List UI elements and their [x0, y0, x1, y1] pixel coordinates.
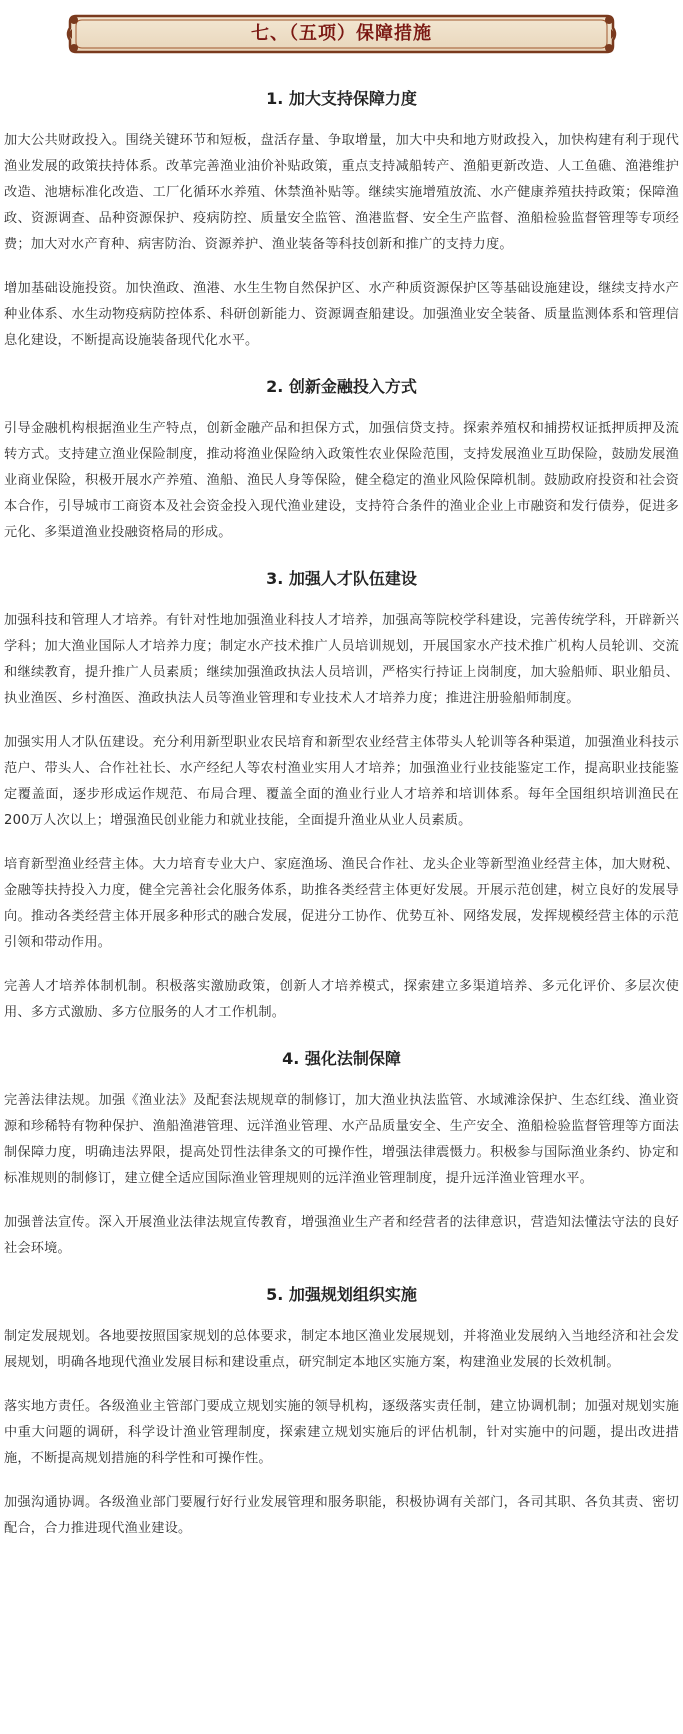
- banner-title: 七、（五项）保障措施: [251, 23, 432, 44]
- section-heading: 5. 加强规划组织实施: [266, 1285, 417, 1304]
- section-law: [4, 1048, 679, 1262]
- paragraph: 培育新型渔业经营主体。大力培育专业大户、家庭渔场、渔民合作社、龙头企业等新型渔业经营主体，加大财税、金融等扶持投入力度，健全完善社会化服务体系，助推各类经营主体更好发展。开展示范创建，树立良好的发展导向。推动各类经营主体开展多种形式的融合发展，促进分工协作、优势互补、网络发展，发挥规模经营主体的示范引领和带动作用。: [4, 857, 679, 950]
- paragraph: 引导金融机构根据渔业生产特点，创新金融产品和担保方式，加强信贷支持。探索养殖权和捕捞权证抵押质押及流转方式。支持建立渔业保险制度，推动将渔业保险纳入政策性农业保险范围，支持发展渔业互助保险，鼓励发展渔业商业保险，积极开展水产养殖、渔船、渔民人身等保险，健全稳定的渔业风险保障机制。鼓励政府投资和社会资本合作，引导城市工商资本及社会资金投入现代渔业建设，支持符合条件的渔业企业上市融资和发行债券，促进多元化、多渠道渔业投融资格局的形成。: [4, 421, 679, 540]
- paragraph: 制定发展规划。各地要按照国家规划的总体要求，制定本地区渔业发展规划，并将渔业发展纳入当地经济和社会发展规划，明确各地现代渔业发展目标和建设重点，研究制定本地区实施方案，构建渔业发展的长效机制。: [4, 1329, 679, 1370]
- section-heading: 2. 创新金融投入方式: [266, 377, 417, 396]
- paragraph: 加强实用人才队伍建设。充分利用新型职业农民培育和新型农业经营主体带头人轮训等各种渠道，加强渔业科技示范户、带头人、合作社社长、水产经纪人等农村渔业实用人才培养；加强渔业行业技能鉴定工作，提高职业技能鉴定覆盖面，逐步形成运作规范、布局合理、覆盖全面的渔业行业人才培养和培训体系。每年全国组织培训渔民在200万人次以上；增强渔民创业能力和就业技能，全面提升渔业从业人员素质。: [4, 735, 679, 828]
- section-talent: [4, 568, 679, 1026]
- section-support: [4, 88, 679, 354]
- paragraph: 加强普法宣传。深入开展渔业法律法规宣传教育，增强渔业生产者和经营者的法律意识，营造知法懂法守法的良好社会环境。: [4, 1215, 679, 1256]
- section-finance: [4, 376, 679, 546]
- paragraph: 加大公共财政投入。围绕关键环节和短板，盘活存量、争取增量，加大中央和地方财政投入，加快构建有利于现代渔业发展的政策扶持体系。改革完善渔业油价补贴政策，重点支持减船转产、渔船更新改造、人工鱼礁、渔港维护改造、池塘标准化改造、工厂化循环水养殖、休禁渔补贴等。继续实施增殖放流、水产健康养殖扶持政策；保障渔政、资源调查、品种资源保护、疫病防控、质量安全监管、渔港监督、安全生产监督、渔船检验监督管理等专项经费；加大对水产育种、病害防治、资源养护、渔业装备等科技创新和推广的支持力度。: [4, 133, 679, 252]
- section-banner: [66, 12, 617, 56]
- paragraph: 完善法律法规。加强《渔业法》及配套法规规章的制修订，加大渔业执法监管、水域滩涂保护、生态红线、渔业资源和珍稀特有物种保护、渔船渔港管理、远洋渔业管理、水产品质量安全、生产安全、渔船检验监督管理等方面法制保障力度，明确违法界限，提高处罚性法律条文的可操作性，增强法律震慑力。积极参与国际渔业条约、协定和标准规则的制修订，建立健全适应国际渔业管理规则的远洋渔业管理制度，提升远洋渔业管理水平。: [4, 1093, 679, 1186]
- section-heading: 3. 加强人才队伍建设: [266, 569, 417, 588]
- paragraph: 落实地方责任。各级渔业主管部门要成立规划实施的领导机构，逐级落实责任制，建立协调机制；加强对规划实施中重大问题的调研，科学设计渔业管理制度，探索建立规划实施后的评估机制，针对实施中的问题，提出改进措施，不断提高规划措施的科学性和可操作性。: [4, 1399, 679, 1466]
- paragraph: 增加基础设施投资。加快渔政、渔港、水生生物自然保护区、水产种质资源保护区等基础设施建设，继续支持水产种业体系、水生动物疫病防控体系、科研创新能力、资源调查船建设。加强渔业安全装备、质量监测体系和管理信息化建设，不断提高设施装备现代化水平。: [4, 281, 679, 348]
- document-body: [4, 66, 679, 1560]
- paragraph: 加强沟通协调。各级渔业部门要履行好行业发展管理和服务职能，积极协调有关部门，各司其职、各负其责、密切配合，合力推进现代渔业建设。: [4, 1495, 679, 1536]
- paragraph: 完善人才培养体制机制。积极落实激励政策，创新人才培养模式，探索建立多渠道培养、多元化评价、多层次使用、多方式激励、多方位服务的人才工作机制。: [4, 979, 679, 1020]
- section-heading: 1. 加大支持保障力度: [266, 89, 417, 108]
- section-heading: 4. 强化法制保障: [282, 1049, 401, 1068]
- section-planning: [4, 1284, 679, 1542]
- paragraph: 加强科技和管理人才培养。有针对性地加强渔业科技人才培养，加强高等院校学科建设，完善传统学科，开辟新兴学科；加大渔业国际人才培养力度；制定水产技术推广人员培训规划，开展国家水产技术推广机构人员轮训、交流和继续教育，提升推广人员素质；继续加强渔政执法人员培训，严格实行持证上岗制度，加大验船师、职业船员、执业渔医、乡村渔医、渔政执法人员等渔业管理和专业技术人才培养力度；推进注册验船师制度。: [4, 613, 679, 706]
